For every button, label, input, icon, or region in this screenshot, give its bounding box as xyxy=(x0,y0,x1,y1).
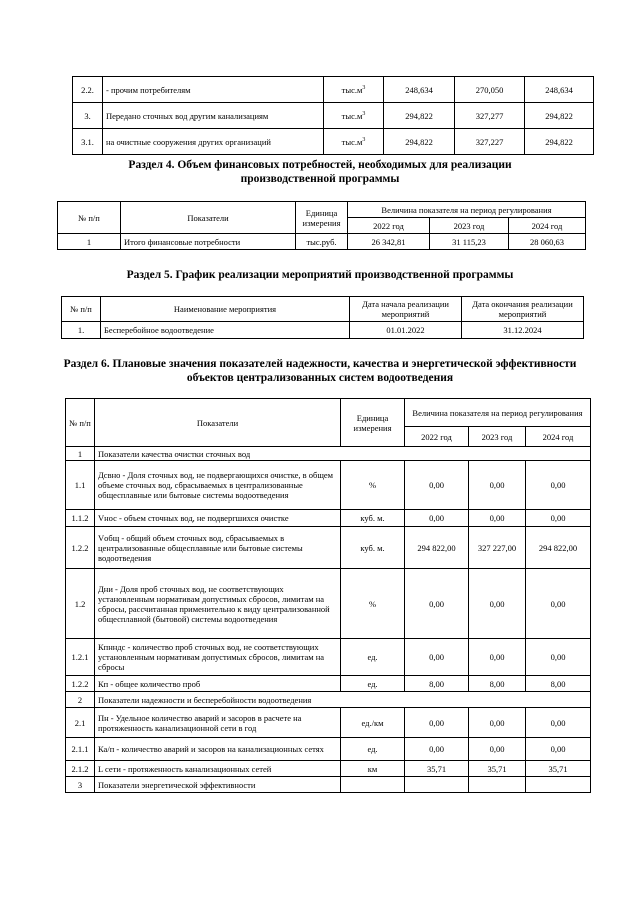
col-header-name: Показатели xyxy=(121,202,296,234)
table-row: 2.1 Пн - Удельное количество аварий и засоров в расчете на протяженность канализационной сети в год ед./км 0,00 0,00 0,00 xyxy=(66,708,591,738)
col-header-num: № п/п xyxy=(66,399,95,447)
indicators-table xyxy=(65,398,591,793)
col-header-2024: 2024 год xyxy=(526,427,591,447)
col-header-start: Дата начала реализации мероприятий xyxy=(350,297,462,322)
col-header-2023: 2023 год xyxy=(469,427,526,447)
table-row: 3. Передано сточных вод другим канализациям $тыс.м^3$ 294,822 327,277 294,822 xyxy=(73,103,594,129)
table-row: 1.1.2 Vнос - объем сточных вод, не подвергшихся очистке куб. м. 0,00 0,00 0,00 xyxy=(66,510,591,527)
table-row: 1 Итого финансовые потребности тыс.руб. 26 342,81 31 115,23 28 060,63 xyxy=(58,234,586,250)
table-row: 3.1. на очистные сооружения других организаций $тыс.м^3$ 294,822 327,227 294,822 xyxy=(73,129,594,155)
table-row: 1.1 Дсвно - Доля сточных вод, не подвергающихся очистке, в общем объеме сточных вод, сбрасываемых в централизованные общесплавные или бытовые системы водоотведения % 0,00 0,00 0,00 xyxy=(66,461,591,510)
col-header-2024: 2024 год xyxy=(509,218,586,234)
table-row: 1.2.2 Кп - общее количество проб ед. 8,00 8,00 8,00 xyxy=(66,676,591,692)
table-row: 1.2.1 Кпнндс - количество проб сточных вод, не соответствующих установленным нормативам допустимых сбросов, лимитам на сбросы ед. 0,00 0,00 0,00 xyxy=(66,639,591,676)
col-header-name: Показатели xyxy=(95,399,341,447)
table-row: 1. Бесперебойное водоотведение 01.01.2022 31.12.2024 xyxy=(62,322,584,339)
col-header-2023: 2023 год xyxy=(430,218,509,234)
table-row: 2.1.1 Ка/п - количество аварий и засоров на канализационных сетях ед. 0,00 0,00 0,00 xyxy=(66,738,591,761)
col-header-num: № п/п xyxy=(58,202,121,234)
table-row: 1.2 Дни - Доля проб сточных вод, не соответствующих установленным нормативам допустимых сбросов, лимитам на сбросы, рассчитанная применительно к виду централизованной общесплавной (бытовой) системы водоотведения % 0,00 0,00 0,00 xyxy=(66,569,591,639)
section6-title: Раздел 6. Плановые значения показателей надежности, качества и энергетической эффективности объектов централизованных систем водоотведения xyxy=(63,358,577,384)
table-row: 2.1.2 L сети - протяженность канализационных сетей км 35,71 35,71 35,71 xyxy=(66,761,591,777)
table-row: 1 Показатели качества очистки сточных вод xyxy=(66,447,591,461)
schedule-table xyxy=(61,296,584,339)
section4-title: Раздел 4. Объем финансовых потребностей, необходимых для реализации производственной программы xyxy=(128,159,512,185)
section5-title: Раздел 5. График реализации мероприятий производственной программы xyxy=(126,269,514,281)
col-header-num: № п/п xyxy=(62,297,101,322)
table-row: 2 Показатели надежности и бесперебойности водоотведения xyxy=(66,692,591,708)
col-header-2022: 2022 год xyxy=(405,427,469,447)
col-header-unit: Единица измерения xyxy=(341,399,405,447)
col-header-end: Дата окончания реализации мероприятий xyxy=(462,297,584,322)
col-header-period: Величина показателя на период регулирования xyxy=(348,202,586,218)
col-header-name: Наименование мероприятия xyxy=(101,297,350,322)
table-row: 3 Показатели энергетической эффективности xyxy=(66,777,591,793)
table-row: 2.2. - прочим потребителям $тыс.м^3$ 248,634 270,050 248,634 xyxy=(73,77,594,103)
col-header-2022: 2022 год xyxy=(348,218,430,234)
volume-table xyxy=(72,76,594,155)
col-header-period: Величина показателя на период регулирования xyxy=(405,399,591,427)
finance-table xyxy=(57,201,586,250)
col-header-unit: Единица измерения xyxy=(296,202,348,234)
table-row: 1.2.2 Vобщ - общий объем сточных вод, сбрасываемых в централизованные общесплавные или бытовые системы водоотведения куб. м. 294 822,00 327 227,00 294 822,00 xyxy=(66,527,591,569)
